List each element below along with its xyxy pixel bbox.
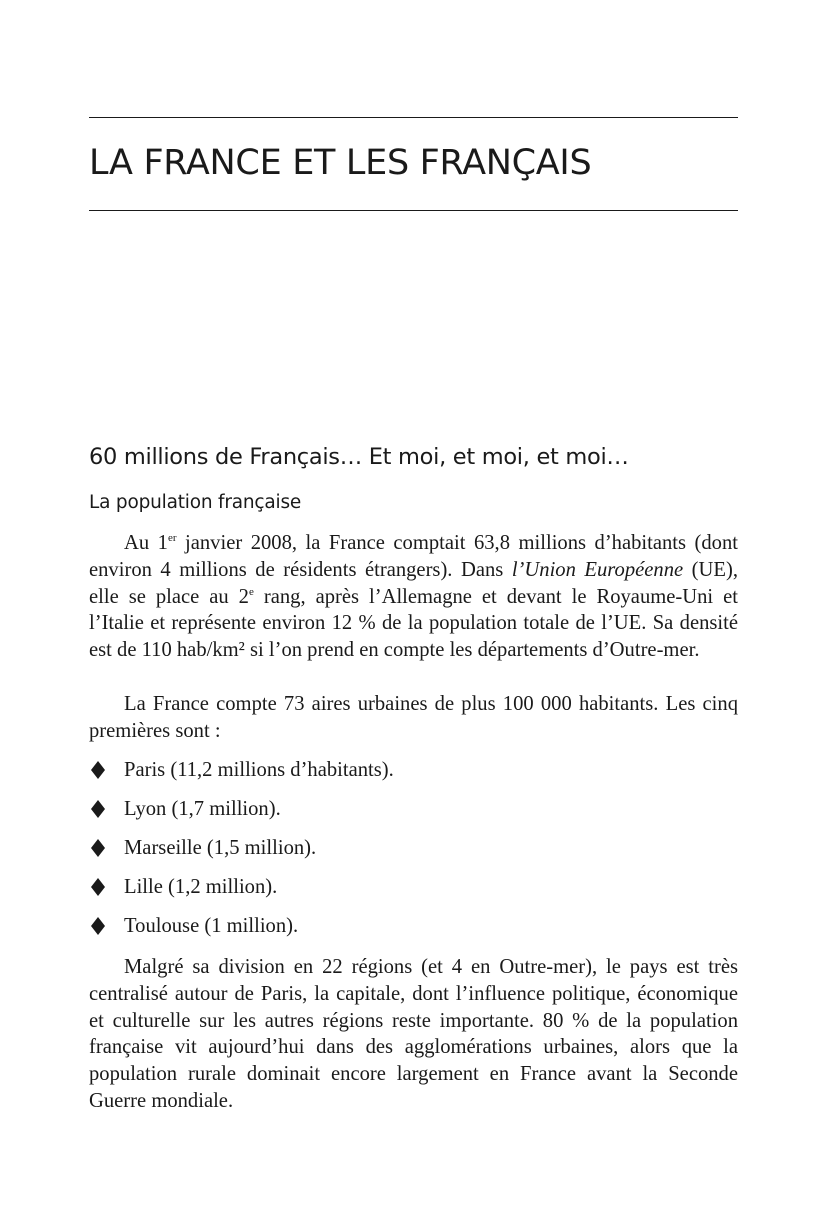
centralization-paragraph <box>89 954 738 1115</box>
paragraph-text: Au 1 <box>124 532 168 554</box>
list-item-text: Lyon (1,7 million). <box>124 798 281 821</box>
section-title: 60 millions de Français… Et moi, et moi, et moi… <box>89 444 629 470</box>
paragraph-text: La France compte 73 aires urbaines de plus 100 000 habitants. Les cinq premières sont : <box>89 693 738 742</box>
diamond-bullet-icon <box>91 917 105 935</box>
chapter-bottom-rule <box>89 210 738 211</box>
paragraph-text: Malgré sa division en 22 régions (et 4 en Outre-mer), le pays est très centralisé autour de Paris, la capitale, dont l’influence politique, économique et culturelle sur les autres régions reste importante. 80 % de la population française vit aujourd’hui dans des agglomérations urbaines, alors que la population rurale dominait encore largement en France avant la Seconde Guerre mondiale. <box>89 956 738 1112</box>
ordinal-superscript: e <box>248 585 254 598</box>
list-item <box>89 913 738 940</box>
list-item <box>89 835 738 862</box>
list-item-text: Paris (11,2 millions d’habitants). <box>124 759 394 781</box>
list-item-text: Toulouse (1 million). <box>124 915 299 938</box>
subsection-title: La population française <box>89 492 302 513</box>
chapter-top-rule <box>89 117 738 118</box>
cities-list <box>89 757 738 952</box>
urban-areas-paragraph <box>89 691 738 745</box>
diamond-bullet-icon <box>91 800 105 818</box>
population-paragraph <box>89 530 738 664</box>
diamond-bullet-icon <box>91 761 105 779</box>
diamond-bullet-icon <box>91 878 105 896</box>
list-item-text: Marseille (1,5 million). <box>124 837 317 860</box>
list-item <box>89 796 738 823</box>
paragraph-text: janvier 2008, la France comptait 63,8 millions d’habitants (dont environ 4 millions de résidents étrangers). Dans <box>89 532 738 581</box>
paragraph-text: (UE), elle se place au 2 <box>89 558 738 608</box>
italic-term: l’Union Européenne <box>511 558 684 581</box>
diamond-bullet-icon <box>91 839 105 857</box>
list-item <box>89 757 738 784</box>
chapter-title: LA FRANCE ET LES FRANÇAIS <box>89 143 592 183</box>
list-item-text: Lille (1,2 million). <box>124 876 278 899</box>
ordinal-superscript: er <box>167 532 177 544</box>
paragraph-text: rang, après l’Allemagne et devant le Royaume-Uni et l’Italie et représente environ 12 % de la population totale de l’UE. Sa densité est de 110 hab/km² si l’on prend en compte les départements d’Outre-mer. <box>89 585 738 662</box>
list-item <box>89 874 738 901</box>
